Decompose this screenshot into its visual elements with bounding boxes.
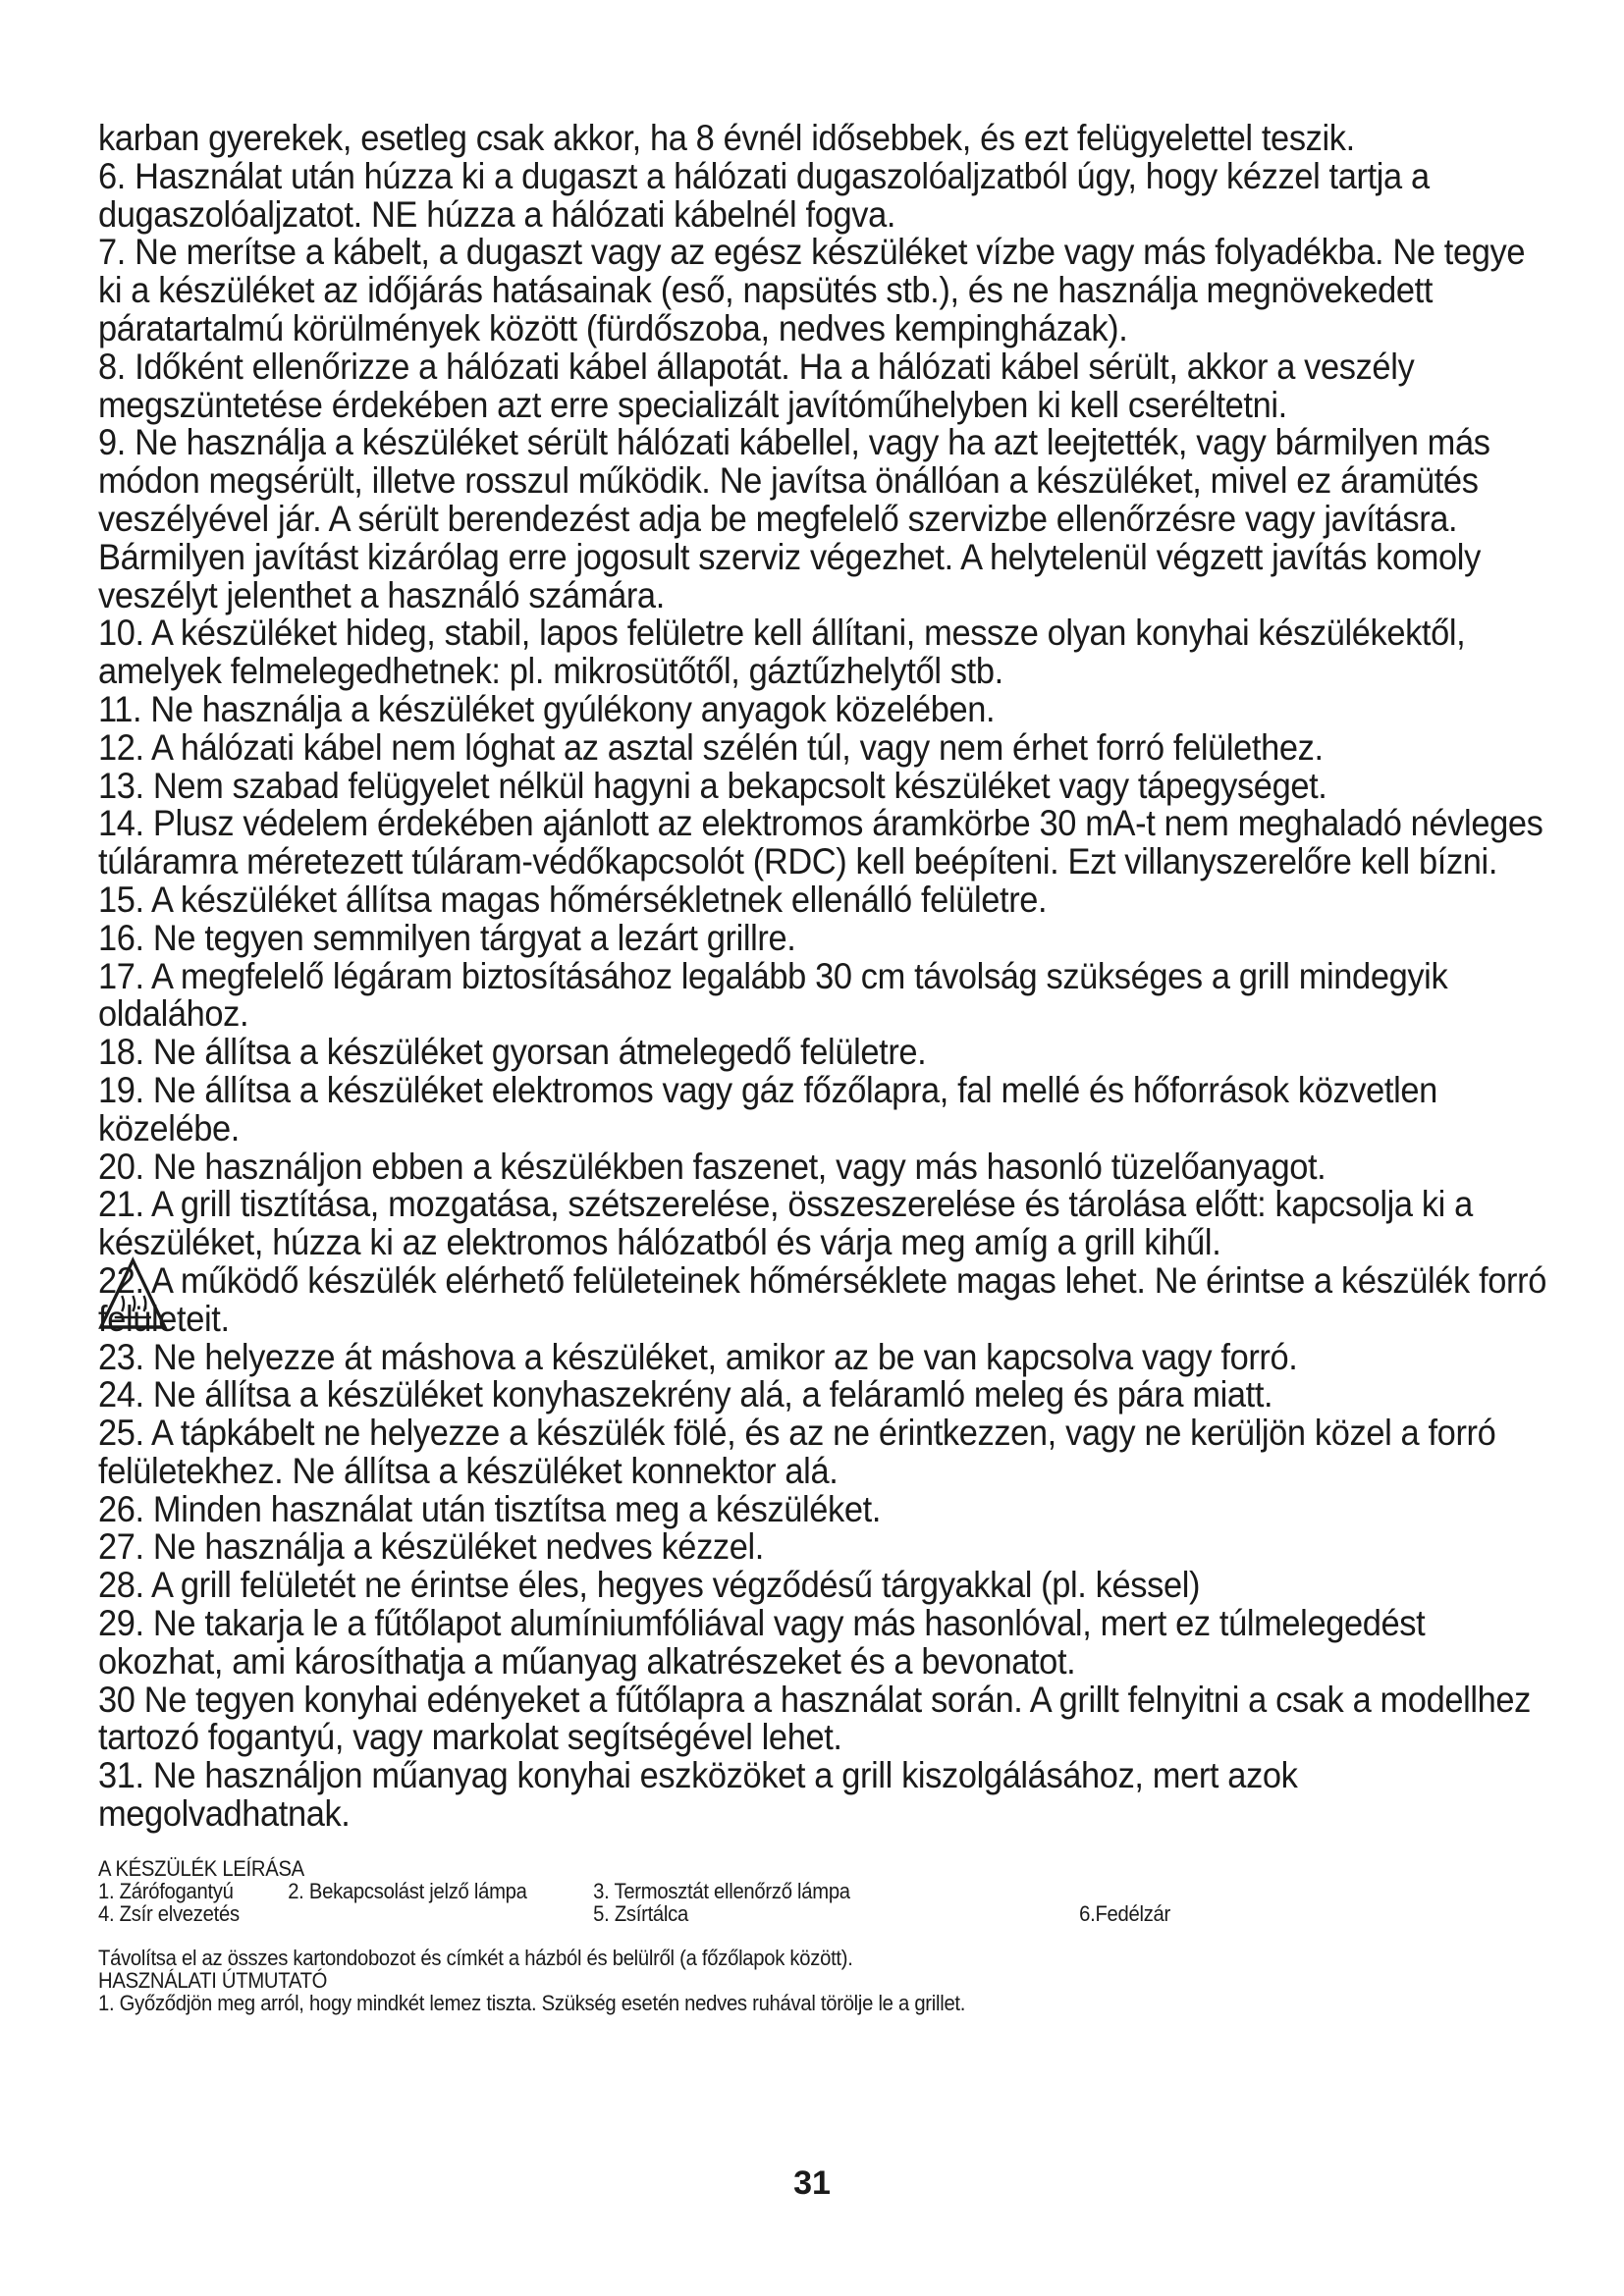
list-item: 10. A készüléket hideg, stabil, lapos felületre kell állítani, messze olyan konyhai készülékektől, amelyek felmelegedhetnek: pl. mikrosütőtől, gáztűzhelytől stb. bbox=[98, 613, 1466, 692]
part-label: 2. Bekapcsolást jelző lámpa bbox=[288, 1878, 527, 1903]
list-item: 8. Időként ellenőrizze a hálózati kábel állapotát. Ha a hálózati kábel sérült, akkor a veszély megszüntetése érdekében azt erre specializált javítóműhelyben ki kell cseréltetni. bbox=[98, 346, 1415, 425]
list-item: 16. Ne tegyen semmilyen tárgyat a lezárt grillre. bbox=[98, 917, 796, 958]
parts-row-2 bbox=[98, 1902, 1543, 1925]
list-item: 24. Ne állítsa a készüléket konyhaszekrény alá, a feláramló meleg és pára miatt. bbox=[98, 1374, 1273, 1415]
safety-instructions bbox=[98, 120, 1550, 1834]
list-item: 21. A grill tisztítása, mozgatása, szétszerelése, összeszerelése és tárolása előtt: kapcsolja ki a készüléket, húzza ki az elektromos hálózatból és várja meg amíg a grill kihűl. bbox=[98, 1184, 1473, 1263]
list-item: 20. Ne használjon ebben a készülékben faszenet, vagy más hasonló tüzelőanyagot. bbox=[98, 1146, 1326, 1187]
device-description bbox=[98, 1857, 1543, 1925]
unpacking-note: Távolítsa el az összes kartondobozot és címkét a házból és belülről (a főzőlapok között). bbox=[98, 1945, 853, 1970]
part-label: 6.Fedélzár bbox=[1079, 1900, 1170, 1926]
list-item: 26. Minden használat után tisztítsa meg a készüléket. bbox=[98, 1488, 882, 1529]
part-label: 4. Zsír elvezetés bbox=[98, 1900, 240, 1926]
list-item: 14. Plusz védelem érdekében ajánlott az elektromos áramkörbe 30 mA-t nem meghaladó névleges túláramra méretezett túláram-védőkapcsolót (RDC) kell beépíteni. Ezt villanyszerelőre kell bízni. bbox=[98, 803, 1543, 882]
list-item: 9. Ne használja a készüléket sérült hálózati kábellel, vagy ha azt leejtették, vagy bármilyen más módon megsérült, illetve rosszul működik. Ne javítsa önállóan a készüléket, mivel ez áramütés veszélyével jár. A sérült berendezést adja be megfelelő szervizbe ellenőrzésre vagy javításra. Bármilyen javítást kizárólag erre jogosult szerviz végezhet. A helytelenül végzett javítás komoly veszélyt jelenthet a használó számára. bbox=[98, 422, 1490, 615]
usage-instructions bbox=[98, 1947, 1543, 2014]
list-item: 11. Ne használja a készüléket gyúlékony anyagok közelében. bbox=[98, 688, 996, 729]
description-heading: A KÉSZÜLÉK LEÍRÁSA bbox=[98, 1855, 304, 1881]
instructions-heading: HASZNÁLATI ÚTMUTATÓ bbox=[98, 1967, 328, 1993]
list-item: 27. Ne használja a készüléket nedves kézzel. bbox=[98, 1526, 764, 1568]
list-item: 18. Ne állítsa a készüléket gyorsan átmelegedő felületre. bbox=[98, 1032, 927, 1073]
list-item: 23. Ne helyezze át máshova a készüléket, amikor az be van kapcsolva vagy forró. bbox=[98, 1336, 1298, 1377]
list-item: 6. Használat után húzza ki a dugaszt a hálózati dugaszolóaljzatból úgy, hogy kézzel tartja a dugaszolóaljzatot. NE húzza a hálózati kábelnél fogva. bbox=[98, 155, 1430, 235]
warning-item bbox=[98, 1259, 1550, 1339]
manual-page bbox=[98, 120, 1551, 2014]
list-item: 29. Ne takarja le a fűtőlapot alumíniumfóliával vagy más hasonlóval, mert ez túlmelegedést okozhat, ami károsíthatja a műanyag alkatrészeket és a bevonatot. bbox=[98, 1603, 1426, 1682]
part-label: 1. Zárófogantyú bbox=[98, 1878, 234, 1903]
list-item: 12. A hálózati kábel nem lóghat az asztal szélén túl, vagy nem érhet forró felülethez. bbox=[98, 726, 1324, 768]
list-item: 25. A tápkábelt ne helyezze a készülék fölé, és az ne érintkezzen, vagy ne kerüljön közel a forró felületekhez. Ne állítsa a készüléket konnektor alá. bbox=[98, 1413, 1496, 1491]
list-item: 30 Ne tegyen konyhai edényeket a fűtőlapra a használat során. A grillt felnyitni a csak a modellhez tartozó fogantyú, vagy markolat segítségével lehet. bbox=[98, 1679, 1532, 1758]
warning-item-text: 22. A működő készülék elérhető felületeinek hőmérséklete magas lehet. Ne érintse a készülék forró felületeit. bbox=[98, 1259, 1546, 1339]
part-label: 5. Zsírtálca bbox=[593, 1900, 688, 1926]
list-item: 17. A megfelelő légáram biztosításához legalább 30 cm távolság szükséges a grill mindegyik oldalához. bbox=[98, 955, 1448, 1035]
instruction-step: 1. Győződjön meg arról, hogy mindkét lemez tiszta. Szükség esetén nedves ruhával törölje le a grillet. bbox=[98, 1990, 966, 2015]
continuation-text: karban gyerekek, esetleg csak akkor, ha 8 évnél idősebbek, és ezt felügyelettel teszik. bbox=[98, 118, 1355, 158]
list-item: 7. Ne merítse a kábelt, a dugaszt vagy az egész készüléket vízbe vagy más folyadékba. Ne tegye ki a készüléket az időjárás hatásainak (eső, napsütés stb.), és ne használja megnövekedett páratartalmú körülmények között (fürdőszoba, nedves kempingházak). bbox=[98, 232, 1526, 348]
list-item: 31. Ne használjon műanyag konyhai eszközöket a grill kiszolgálásához, mert azok megolvadhatnak. bbox=[98, 1755, 1298, 1835]
list-item: 15. A készüléket állítsa magas hőmérsékletnek ellenálló felületre. bbox=[98, 879, 1048, 920]
page-number: 31 bbox=[793, 2164, 831, 2202]
hot-surface-warning-icon bbox=[98, 1256, 168, 1331]
list-item: 19. Ne állítsa a készüléket elektromos vagy gáz főzőlapra, fal mellé és hőforrások közvetlen közelébe. bbox=[98, 1069, 1437, 1148]
parts-row-1 bbox=[98, 1880, 1543, 1902]
list-item: 28. A grill felületét ne érintse éles, hegyes végződésű tárgyakkal (pl. késsel) bbox=[98, 1565, 1201, 1606]
list-item: 13. Nem szabad felügyelet nélkül hagyni a bekapcsolt készüléket vagy tápegységet. bbox=[98, 765, 1327, 806]
part-label: 3. Termosztát ellenőrző lámpa bbox=[593, 1878, 850, 1903]
